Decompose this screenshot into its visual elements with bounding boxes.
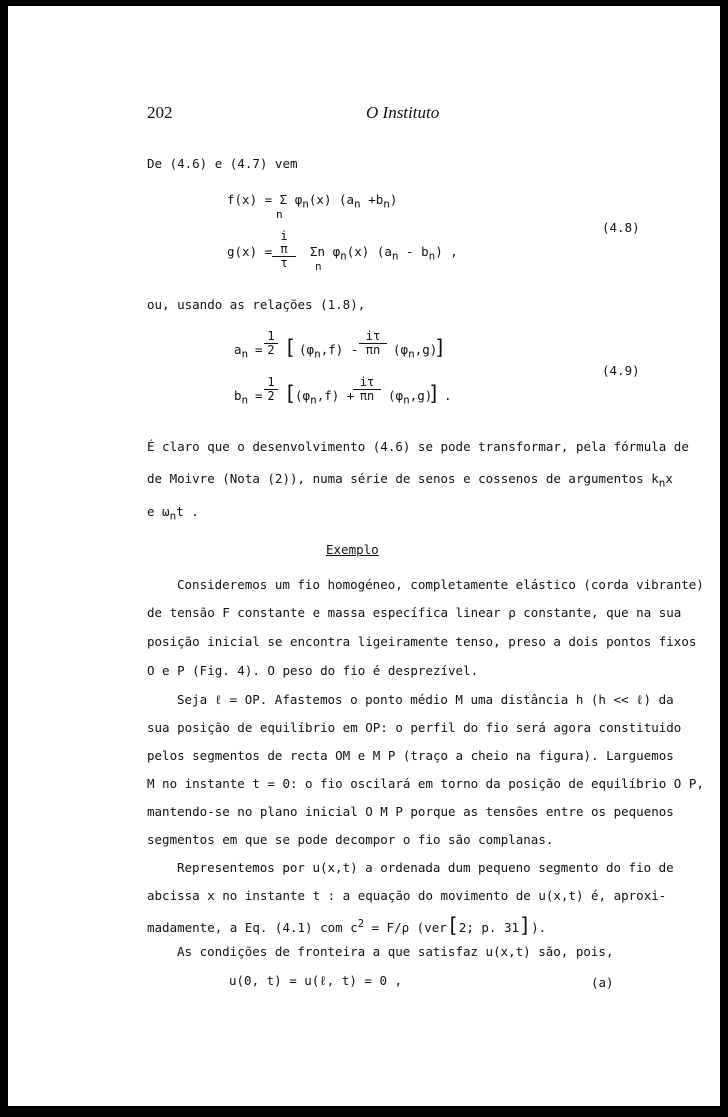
eq48-g-sum-index: n (315, 260, 322, 273)
eq49-a-bracket-close: ] (434, 335, 447, 359)
para3-line2: sua posição de equilíbrio em OP: o perfil do fio será agora constituido (147, 720, 682, 735)
relations-line: ou, usando as relações (1.8), (147, 297, 366, 312)
eq48-g-fraction: $\frac{\text{i π}}{\tau}$ (272, 230, 296, 270)
para2-line2: de tensão F constante e massa específica linear ρ constante, que na sua (147, 605, 682, 620)
para5-line1: As condições de fronteira a que satisfaz u(x,t) são, pois, (177, 944, 614, 959)
eq49-a-half: $\frac{1}{2}$ (264, 330, 278, 357)
para3-line6: segmentos em que se pode decompor o fio são complanas. (147, 832, 554, 847)
intro-line: De (4.6) e (4.7) vem (147, 156, 298, 171)
eq49-a-equals: = (255, 342, 263, 357)
boundary-equation: u(0, t) = u(ℓ, t) = 0 , (229, 973, 403, 988)
eq49-b-bracket-close: ] (428, 381, 441, 405)
para3-line3: pelos segmentos de recta OM e M P (traço a cheio na figura). Larguemos (147, 748, 674, 763)
eq49-b-period: . (444, 388, 452, 403)
eq49-b-term2: $(\varphi_n,g)$ (388, 388, 433, 407)
eq48-g-lhs: g(x) = (227, 244, 273, 259)
para1-line3: e $\omega_nt$ . (147, 504, 199, 523)
para2-line3: posição inicial se encontra ligeiramente tenso, preso a dois pontos fixos (147, 634, 697, 649)
eq49-a-term2: $(\varphi_n,g)$ (393, 342, 438, 361)
eq49-b-term1: $(\varphi_n,f)$ + (295, 388, 355, 407)
para1-line2: de Moivre (Nota (2)), numa série de senos e cossenos de argumentos $k_nx$ (147, 471, 673, 490)
eq48-f-line: f(x) = Σ $\varphi_n(x)$ $(a_n +b_n)$ (227, 192, 398, 211)
section-heading: Exemplo (326, 542, 379, 557)
document-page (8, 6, 720, 1106)
para1-line1: É claro que o desenvolvimento (4.6) se pode transformar, pela fórmula de (147, 439, 689, 454)
eq49-b-bracket-open: [ (284, 381, 297, 405)
eq49-b-fraction: $\frac{i\tau}{\pi n}$ (353, 376, 381, 403)
eq49-b-equals: = (255, 388, 263, 403)
para3-line4: M no instante t = 0: o fio oscilará em torno da posição de equilíbrio O P, (147, 776, 704, 791)
para4-line2: abcissa x no instante t : a equação do movimento de u(x,t) é, aproxi- (147, 888, 667, 903)
para4-line3: madamente, a Eq. (4.1) com $c^2 = F/\rho$ (ver[2; p. 31]). (147, 913, 547, 937)
boundary-equation-label: (a) (591, 975, 614, 990)
eq49-a-lhs: $a_n$ (234, 342, 249, 361)
para3-line1: Seja ℓ = OP. Afastemos o ponto médio M uma distância h (h << ℓ) da (177, 692, 674, 707)
para3-line5: mantendo-se no plano inicial O M P porque as tensões entre os pequenos (147, 804, 674, 819)
eq49-b-half: $\frac{1}{2}$ (264, 376, 278, 403)
eq49-a-fraction: $\frac{i\tau}{\pi n}$ (359, 330, 387, 357)
eq48-label: (4.8) (602, 220, 640, 235)
eq49-label: (4.9) (602, 363, 640, 378)
para2-line1: Consideremos um fio homogéneo, completamente elástico (corda vibrante) (177, 577, 704, 592)
eq49-a-term1: $(\varphi_n,f)$ - (299, 342, 359, 361)
eq49-b-lhs: $b_n$ (234, 388, 249, 407)
page-number: 202 (147, 103, 173, 122)
eq48-g-body: Σn $\varphi_n(x)$ $(a_n - b_n)$ , (310, 244, 458, 263)
running-title: O Instituto (366, 103, 440, 122)
para4-line1: Representemos por u(x,t) a ordenada dum pequeno segmento do fio de (177, 860, 674, 875)
eq49-a-bracket-open: [ (284, 335, 297, 359)
eq48-f-sum-index: n (276, 208, 283, 221)
para2-line4: O e P (Fig. 4). O peso do fio é desprezível. (147, 663, 479, 678)
